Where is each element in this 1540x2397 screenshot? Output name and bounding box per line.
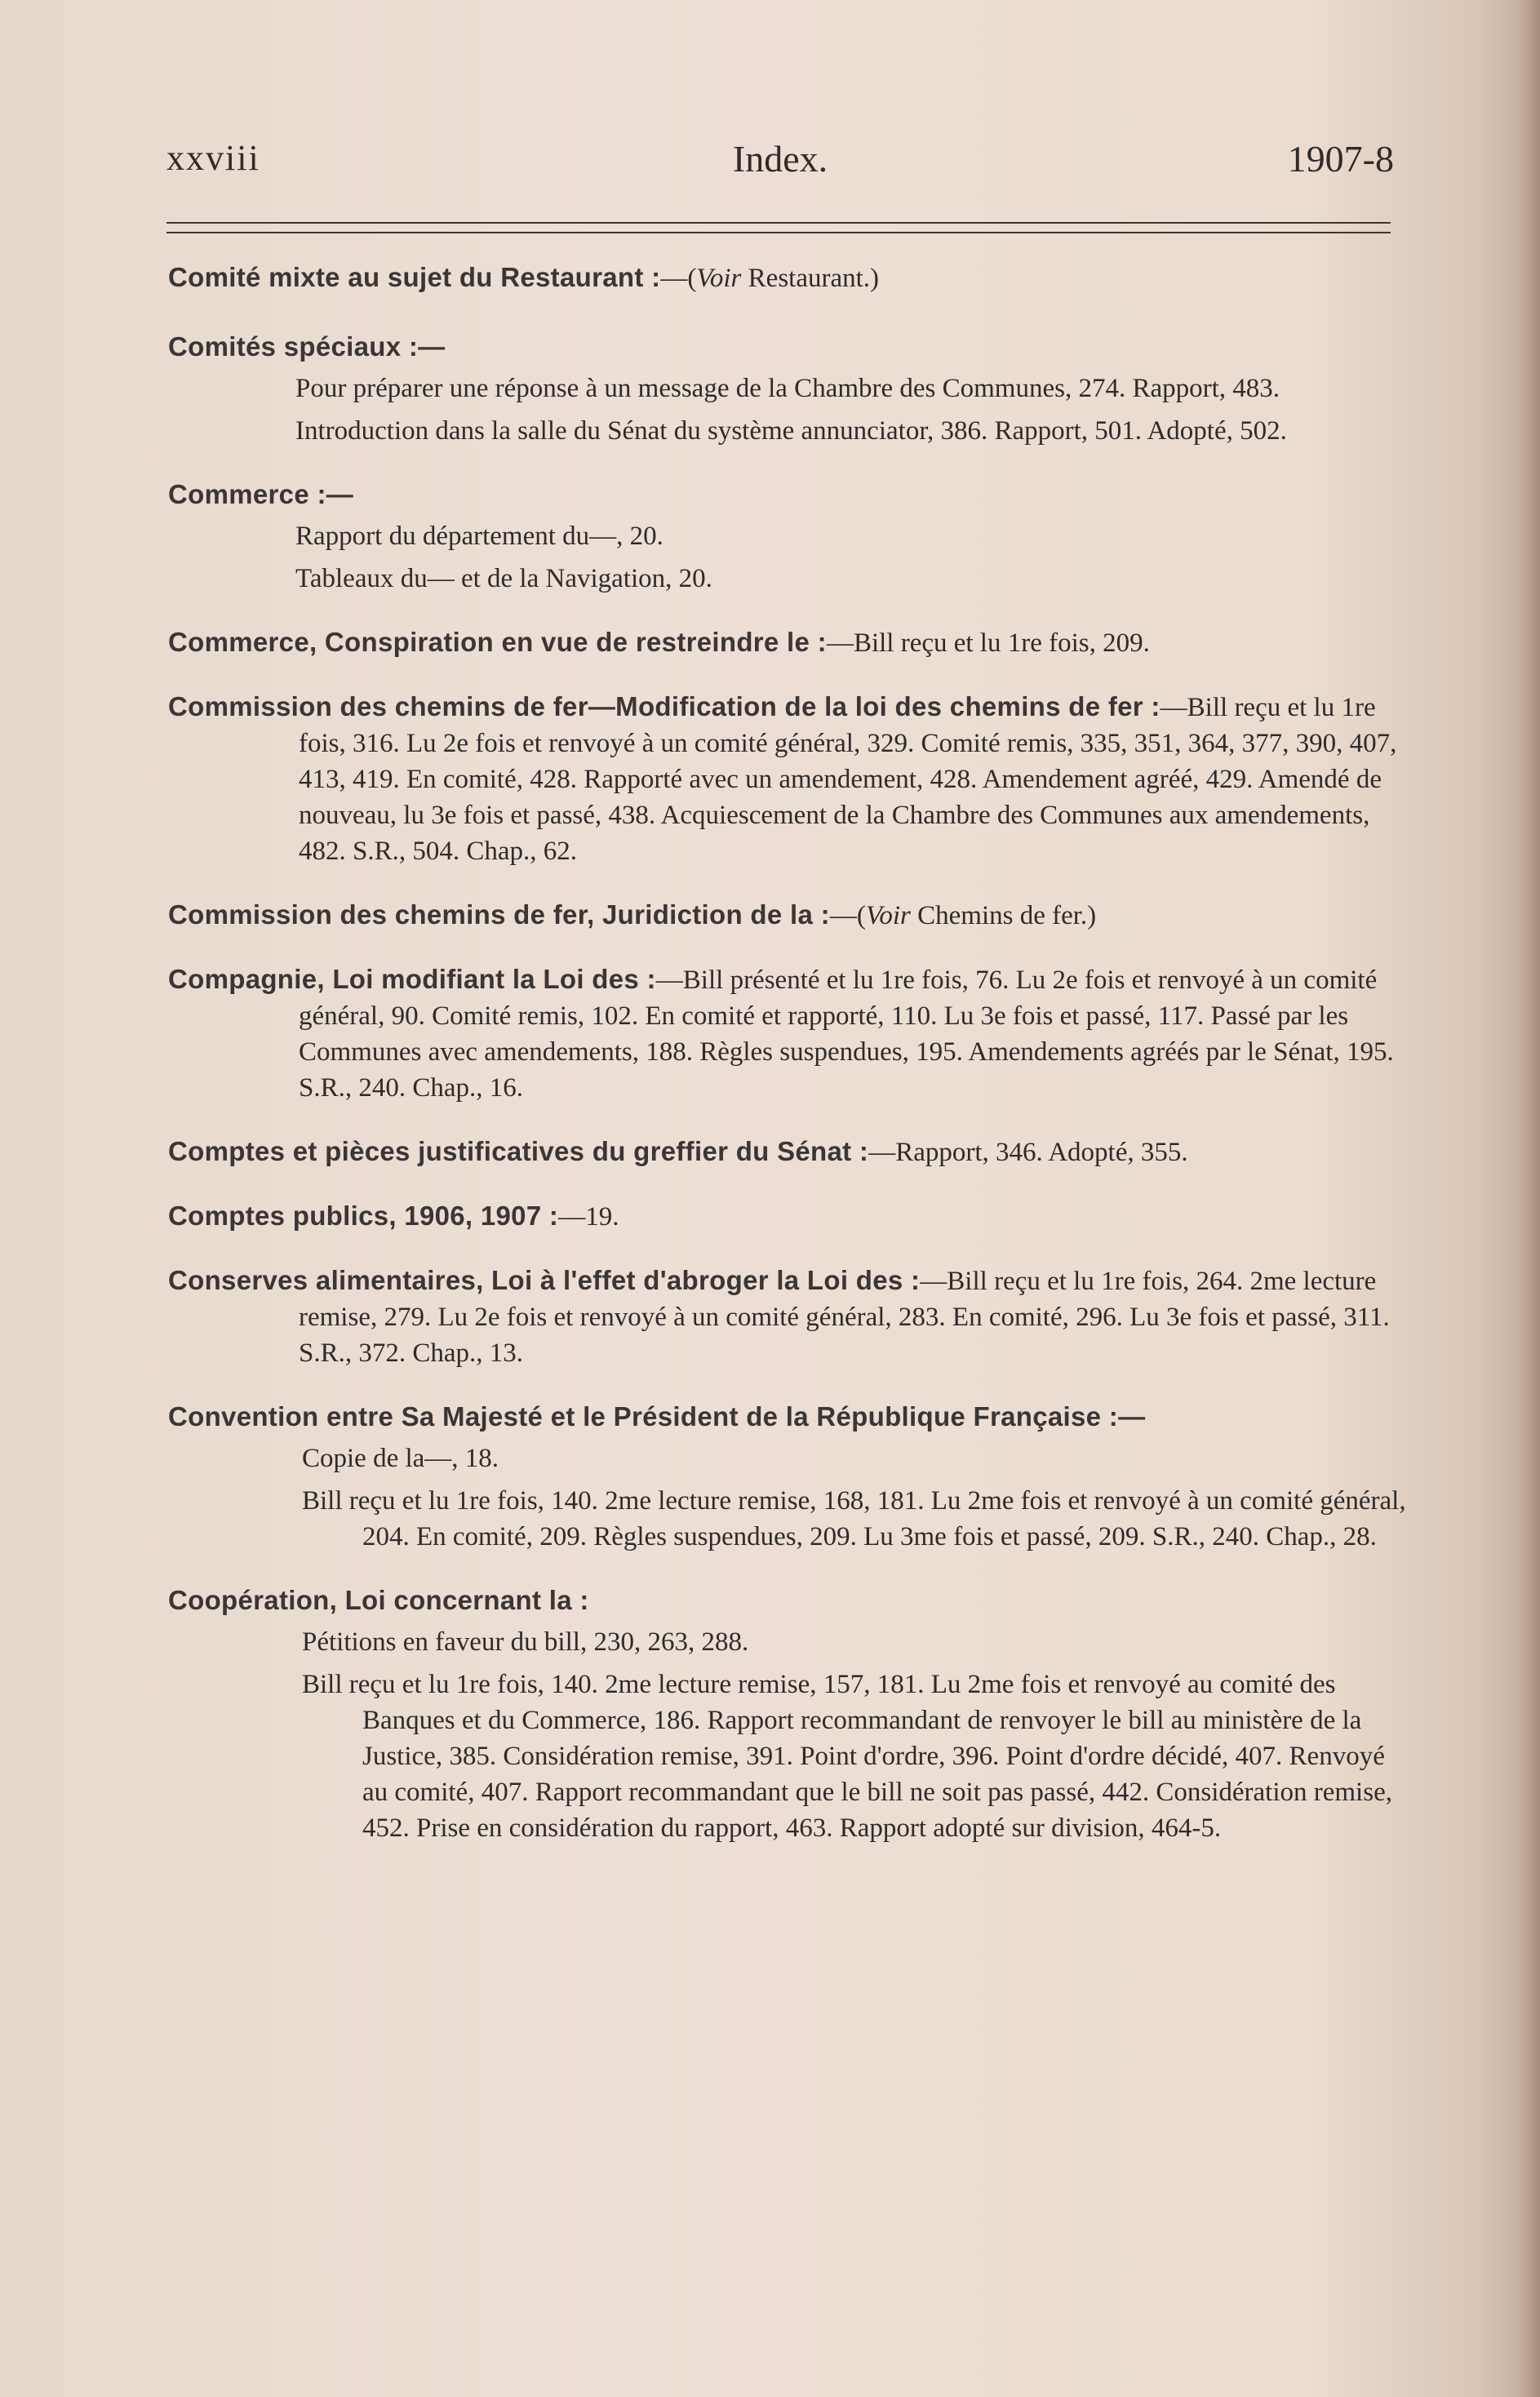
entry-heading: Coopération, Loi concernant la : (168, 1585, 589, 1615)
entry-heading: Commission des chemins de fer—Modification de la loi des chemins de fer : (168, 691, 1161, 721)
entry-text: —19. (558, 1202, 619, 1232)
entry-text-after: Chemins de fer.) (910, 901, 1097, 930)
index-entry (168, 260, 1409, 296)
index-content (168, 260, 1409, 1874)
entry-text: —( (660, 264, 697, 293)
index-entry (168, 897, 1409, 934)
entry-text: —( (829, 901, 866, 930)
entry-heading: Comités spéciaux :— (168, 331, 446, 362)
sub-entry: Tableaux du— et de la Navigation, 20. (295, 564, 712, 593)
index-entry (168, 477, 1409, 597)
index-entry (168, 1134, 1409, 1170)
entry-text-after: Restaurant.) (741, 264, 880, 293)
entry-text: —Bill reçu et lu 1re fois, 209. (826, 628, 1150, 658)
entry-heading: Comptes et pièces justificatives du greffier du Sénat : (168, 1136, 869, 1166)
entry-heading: Commerce, Conspiration en vue de restreindre le : (168, 627, 827, 657)
sub-entry: Bill reçu et lu 1re fois, 140. 2me lecture remise, 168, 181. Lu 2me fois et renvoyé à un comité général, 204. En comité, 209. Règles suspendues, 209. Lu 3me fois et passé, 209. S.R., 240. Chap., 28. (302, 1486, 1406, 1551)
index-entry (168, 1582, 1409, 1846)
index-entry (168, 624, 1409, 661)
entry-heading: Comité mixte au sujet du Restaurant : (168, 262, 661, 292)
header-double-rule (166, 222, 1391, 233)
entry-text: —Bill reçu et lu 1re fois, 316. Lu 2e fois et renvoyé à un comité général, 329. Comité remis, 335, 351, 364, 377, 390, 407, 413, 419. En comité, 428. Rapporté avec un amendement, 428. Amendement agréé, 429. Amendé de nouveau, lu 3e fois et passé, 438. Acquiescement de la Chambre des Communes aux amendements, 482. S.R., 504. Chap., 62. (299, 693, 1397, 866)
index-entry (168, 329, 1409, 449)
year-range: 1907-8 (1287, 138, 1394, 180)
index-entry (168, 1198, 1409, 1235)
entry-text: —Bill reçu et lu 1re fois, 264. 2me lecture remise, 279. Lu 2e fois et renvoyé à un comité général, 283. En comité, 296. Lu 3e fois et passé, 311. S.R., 372. Chap., 13. (299, 1267, 1390, 1368)
page-number-roman: xxviii (166, 138, 260, 178)
sub-entry: Introduction dans la salle du Sénat du système annunciator, 386. Rapport, 501. Adopté, 502. (295, 416, 1287, 446)
page-title: Index. (732, 138, 828, 180)
sub-entry: Bill reçu et lu 1re fois, 140. 2me lecture remise, 157, 181. Lu 2me fois et renvoyé au comité des Banques et du Commerce, 186. Rapport recommandant de renvoyer le bill au ministère de la Justice, 385. Considération remise, 391. Point d'ordre, 396. Point d'ordre décidé, 407. Renvoyé au comité, 407. Rapport recommandant que le bill ne soit pas passé, 442. Considération remise, 452. Prise en considération du rapport, 463. Rapport adopté sur division, 464-5. (302, 1670, 1392, 1843)
index-entry (168, 1263, 1409, 1371)
voir-italic: Voir (865, 901, 911, 930)
sub-entry: Pour préparer une réponse à un message de la Chambre des Communes, 274. Rapport, 483. (295, 374, 1280, 403)
sub-entry: Copie de la—, 18. (302, 1444, 499, 1473)
entry-heading: Commission des chemins de fer, Juridiction de la : (168, 899, 830, 930)
entry-heading: Comptes publics, 1906, 1907 : (168, 1201, 559, 1231)
index-entry (168, 961, 1409, 1106)
entry-heading: Convention entre Sa Majesté et le Président de la République Française :— (168, 1401, 1146, 1432)
entry-text: —Rapport, 346. Adopté, 355. (868, 1138, 1188, 1167)
page-gutter (1517, 0, 1540, 2397)
sub-entry: Pétitions en faveur du bill, 230, 263, 288. (302, 1627, 749, 1657)
index-entry (168, 1399, 1409, 1555)
voir-italic: Voir (696, 264, 742, 293)
entry-text: —Bill présenté et lu 1re fois, 76. Lu 2e fois et renvoyé à un comité général, 90. Comité remis, 102. En comité et rapporté, 110. Lu 3e fois et passé, 117. Passé par les Communes avec amendements, 188. Règles suspendues, 195. Amendements agréés par le Sénat, 195. S.R., 240. Chap., 16. (299, 965, 1394, 1103)
entry-heading: Conserves alimentaires, Loi à l'effet d'abroger la Loi des : (168, 1265, 921, 1295)
entry-heading: Commerce :— (168, 479, 354, 509)
entry-heading: Compagnie, Loi modifiant la Loi des : (168, 964, 656, 994)
page-header (166, 137, 1394, 186)
sub-entry: Rapport du département du—, 20. (295, 522, 663, 551)
index-entry (168, 689, 1409, 869)
